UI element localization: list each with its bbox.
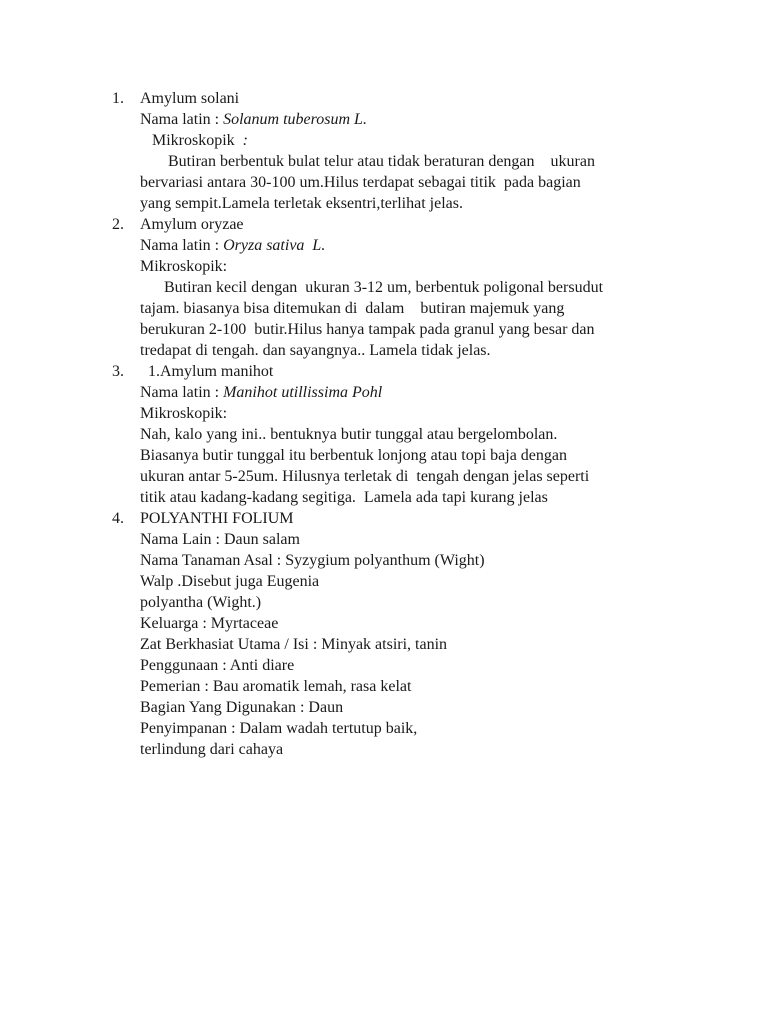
list-number: 3. xyxy=(112,363,124,380)
latin-label: Nama latin : xyxy=(140,384,224,401)
description-line: Nah, kalo yang ini.. bentuknya butir tunggal atau bergelombolan. xyxy=(140,426,558,443)
mikroskopik-colon: : xyxy=(242,132,248,149)
list-number: 2. xyxy=(112,216,124,233)
mikroskopik-label xyxy=(140,130,692,151)
description-line: yang sempit.Lamela terletak eksentri,terlihat jelas. xyxy=(140,195,463,212)
description-line: berukuran 2-100 butir.Hilus hanya tampak pada granul yang besar dan xyxy=(140,321,595,338)
mikroskopik-label: Mikroskopik: xyxy=(140,258,228,275)
latin-name: Oryza sativa L. xyxy=(223,237,326,254)
latin-name-line xyxy=(140,109,692,130)
list-item-amylum-manihot xyxy=(112,361,692,508)
numbered-list xyxy=(112,88,692,760)
latin-name: Solanum tuberosum L. xyxy=(223,111,367,128)
description-line: tajam. biasanya bisa ditemukan di dalam butiran majemuk yang xyxy=(140,300,565,317)
info-line: Nama Lain : Daun salam xyxy=(140,531,300,548)
item-title: Amylum solani xyxy=(140,90,240,107)
info-line: polyantha (Wight.) xyxy=(140,594,262,611)
list-number: 4. xyxy=(112,510,124,527)
list-item-polyanthi-folium xyxy=(112,508,692,760)
description-line: bervariasi antara 30-100 um.Hilus terdapat sebagai titik pada bagian xyxy=(140,174,581,191)
latin-name-line xyxy=(140,235,692,256)
description-line: titik atau kadang-kadang segitiga. Lamela ada tapi kurang jelas xyxy=(140,489,548,506)
mikroskopik-text: Mikroskopik xyxy=(140,132,243,149)
info-line: Walp .Disebut juga Eugenia xyxy=(140,573,320,590)
info-line: Penggunaan : Anti diare xyxy=(140,657,295,674)
info-line: Bagian Yang Digunakan : Daun xyxy=(140,699,344,716)
item-title: 1.Amylum manihot xyxy=(140,363,274,380)
description-line: Biasanya butir tunggal itu berbentuk lonjong atau topi baja dengan xyxy=(140,447,568,464)
info-line: Pemerian : Bau aromatik lemah, rasa kelat xyxy=(140,678,412,695)
info-line: Keluarga : Myrtaceae xyxy=(140,615,279,632)
list-item-amylum-oryzae xyxy=(112,214,692,361)
info-line: Zat Berkhasiat Utama / Isi : Minyak atsiri, tanin xyxy=(140,636,448,653)
mikroskopik-label: Mikroskopik: xyxy=(140,405,228,422)
description-line: tredapat di tengah. dan sayangnya.. Lamela tidak jelas. xyxy=(140,342,491,359)
info-line: Nama Tanaman Asal : Syzygium polyanthum (Wight) xyxy=(140,552,485,569)
info-line: terlindung dari cahaya xyxy=(140,741,284,758)
info-line: Penyimpanan : Dalam wadah tertutup baik, xyxy=(140,720,418,737)
latin-label: Nama latin : xyxy=(140,237,224,254)
list-item-amylum-solani xyxy=(112,88,692,214)
item-title: Amylum oryzae xyxy=(140,216,244,233)
latin-label: Nama latin : xyxy=(140,111,224,128)
list-number: 1. xyxy=(112,90,124,107)
latin-name-line xyxy=(140,382,692,403)
item-title: POLYANTHI FOLIUM xyxy=(140,510,294,527)
latin-name: Manihot utillissima Pohl xyxy=(223,384,383,401)
description-line: ukuran antar 5-25um. Hilusnya terletak di tengah dengan jelas seperti xyxy=(140,468,590,485)
description-line: Butiran berbentuk bulat telur atau tidak beraturan dengan ukuran xyxy=(140,153,595,170)
description-line: Butiran kecil dengan ukuran 3-12 um, berbentuk poligonal bersudut xyxy=(140,279,604,296)
